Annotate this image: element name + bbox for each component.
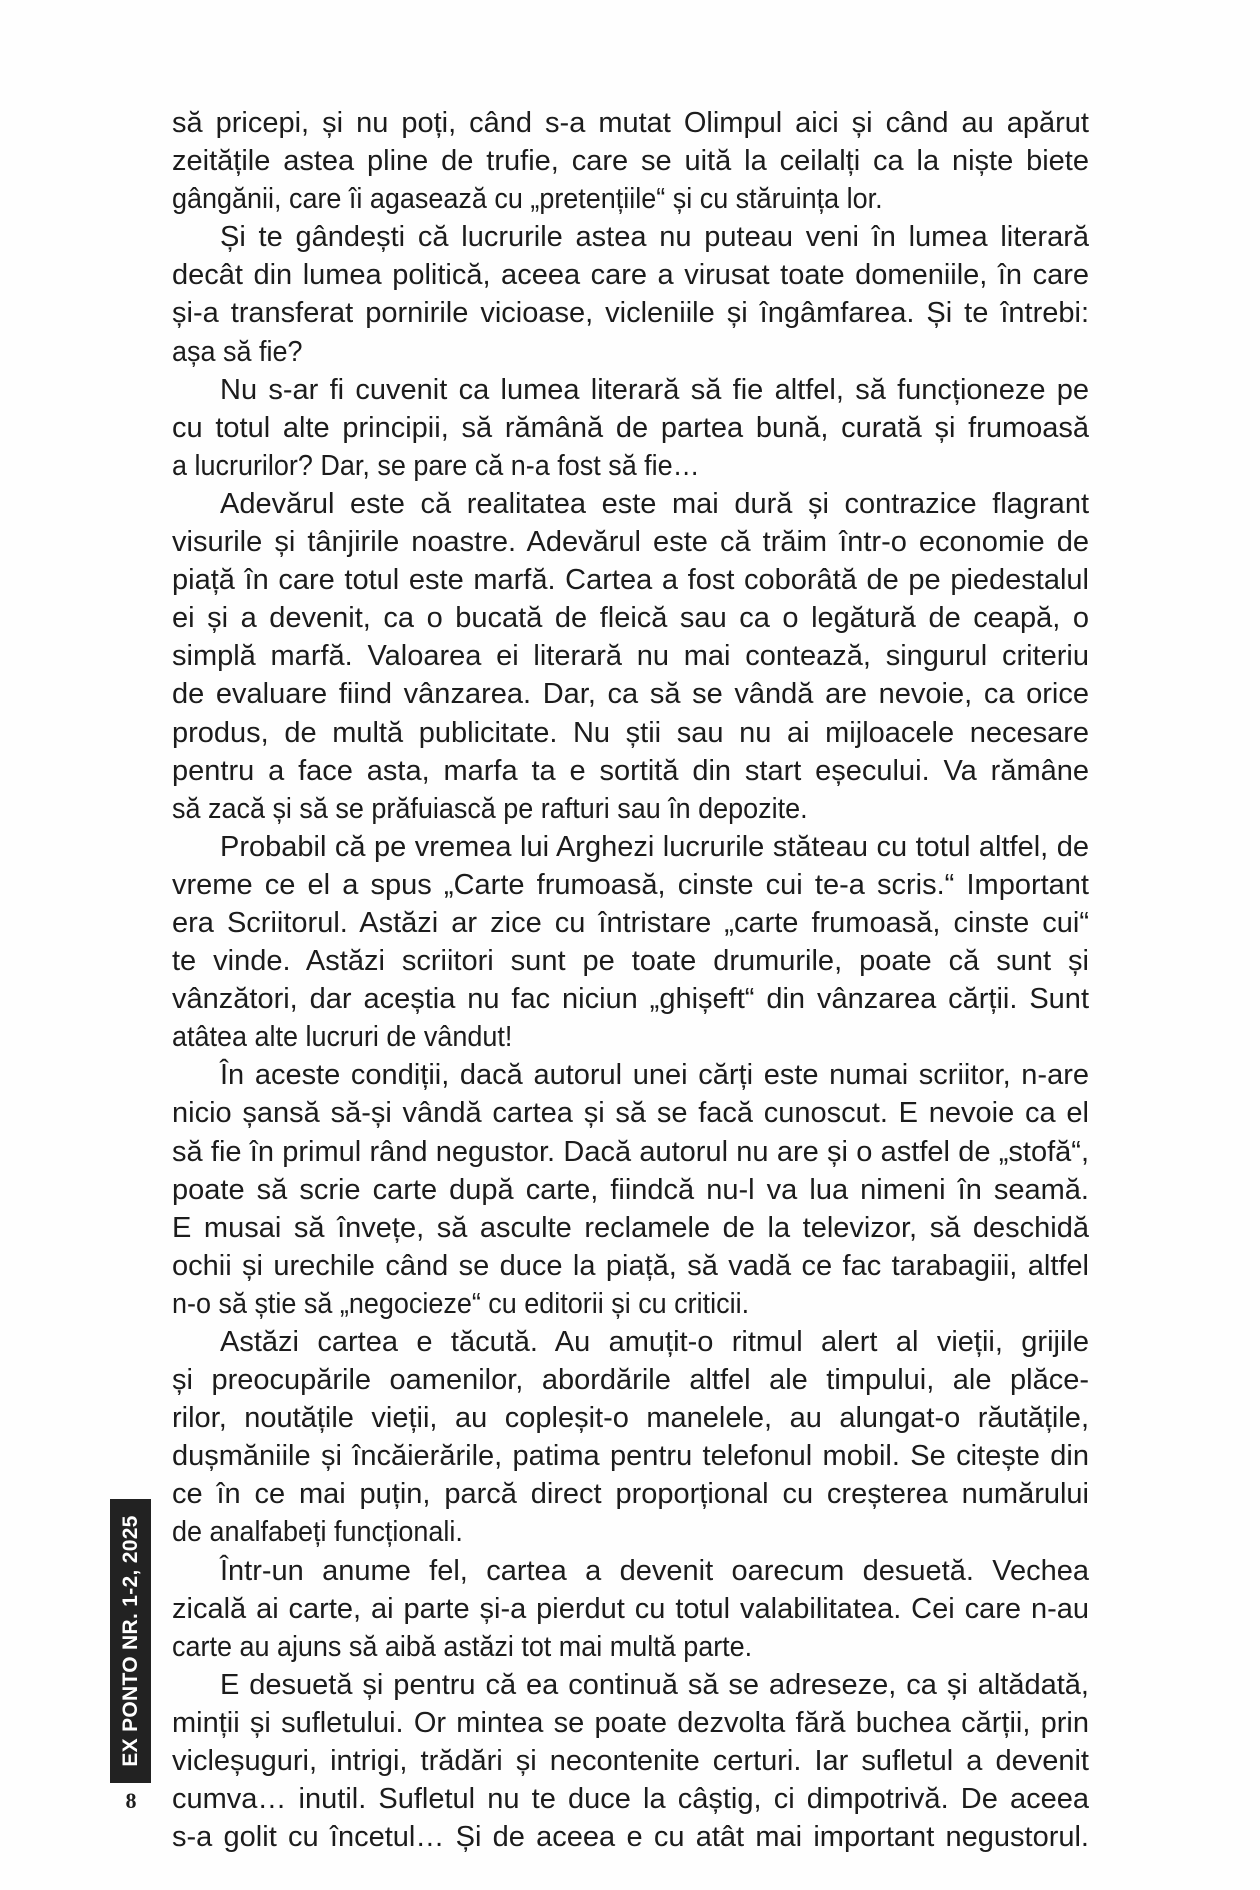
text-line bbox=[172, 1704, 1089, 1742]
text-line bbox=[172, 1590, 1089, 1628]
line-text: visurile și tânjirile noastre. Adevărul este că trăim într-o economie de bbox=[172, 526, 1089, 559]
line-text: nicio șansă să-și vândă cartea și să se facă cunoscut. E nevoie ca el bbox=[172, 1097, 1089, 1130]
text-line bbox=[172, 714, 1089, 752]
text-line bbox=[172, 866, 1089, 904]
line-text: E desuetă și pentru că ea continuă să se adreseze, ca și altădată, bbox=[220, 1668, 1089, 1701]
text-line bbox=[172, 294, 1089, 332]
text-line bbox=[172, 256, 1089, 294]
line-text: să fie în primul rând negustor. Dacă autorul nu are și o astfel de „stofă“, bbox=[172, 1135, 1089, 1168]
text-line bbox=[172, 1399, 1089, 1437]
line-text: pentru a face asta, marfa ta e sortită din start eșecului. Va rămâne bbox=[172, 754, 1089, 787]
paragraph-first-line bbox=[172, 1323, 1089, 1361]
line-text: să zacă și să se prăfuiască pe rafturi sau în depozite. bbox=[172, 792, 808, 825]
line-text: vreme ce el a spus „Carte frumoasă, cinste cui te-a scris.“ Important bbox=[172, 868, 1089, 901]
line-text: să pricepi, și nu poți, când s-a mutat Olimpul aici și când au apărut bbox=[172, 107, 1089, 139]
text-line bbox=[172, 1780, 1089, 1818]
journal-label: EX PONTO NR. 1-2, 2025 bbox=[118, 1515, 142, 1767]
text-line bbox=[172, 142, 1089, 180]
text-line bbox=[172, 1171, 1089, 1209]
text-line bbox=[172, 942, 1089, 980]
line-text: zeitățile astea pline de trufie, care se uită la ceilalți ca la niște biete bbox=[172, 145, 1089, 178]
line-text: Astăzi cartea e tăcută. Au amuțit-o ritmul alert al vieții, grijile bbox=[220, 1326, 1089, 1358]
line-text: simplă marfă. Valoarea ei literară nu mai contează, singurul criteriu bbox=[172, 640, 1089, 673]
line-text: Într-un anume fel, cartea a devenit oarecum desuetă. Vechea bbox=[220, 1554, 1089, 1587]
text-line bbox=[172, 1475, 1089, 1513]
text-line bbox=[172, 1285, 1089, 1323]
line-text: Și te gândești că lucrurile astea nu puteau veni în lumea literară bbox=[220, 221, 1089, 254]
line-text: carte au ajuns să aibă astăzi tot mai multă parte. bbox=[172, 1630, 753, 1663]
text-line bbox=[172, 1437, 1089, 1475]
text-line bbox=[172, 790, 1089, 828]
text-line bbox=[172, 637, 1089, 675]
line-text: te vinde. Astăzi scriitori sunt pe toate drumurile, poate că sunt și bbox=[172, 945, 1089, 978]
line-text: și-a transferat pornirile vicioase, vicleniile și îngâmfarea. Și te întrebi: bbox=[172, 297, 1089, 330]
line-text: produs, de multă publicitate. Nu știi sau nu ai mijloacele necesare bbox=[172, 716, 1089, 749]
paragraph-first-line bbox=[172, 1666, 1089, 1704]
paragraph-first-line bbox=[172, 485, 1089, 523]
paragraph-first-line bbox=[172, 218, 1089, 256]
text-line bbox=[172, 1513, 1089, 1551]
line-text: Probabil că pe vremea lui Arghezi lucrurile stăteau cu totul altfel, de bbox=[220, 830, 1089, 863]
text-line bbox=[172, 1818, 1089, 1856]
line-text: gângănii, care îi agasează cu „pretențiile“ și cu stăruința lor. bbox=[172, 183, 883, 216]
text-line bbox=[172, 409, 1089, 447]
line-text: n-o să știe să „negocieze“ cu editorii și cu criticii. bbox=[172, 1287, 750, 1320]
article-body bbox=[172, 104, 1089, 1856]
text-line bbox=[172, 599, 1089, 637]
text-line bbox=[172, 1361, 1089, 1399]
text-line bbox=[172, 980, 1089, 1018]
line-text: poate să scrie carte după carte, fiindcă nu-l va lua nimeni în seamă. bbox=[172, 1173, 1089, 1206]
line-text: minții și sufletului. Or mintea se poate dezvolta fără buchea cărții, prin bbox=[172, 1706, 1089, 1739]
text-line bbox=[172, 752, 1089, 790]
paragraph-first-line bbox=[172, 1056, 1089, 1094]
paragraph-first-line bbox=[172, 1552, 1089, 1590]
line-text: cumva… inutil. Sufletul nu te duce la câștig, ci dimpotrivă. De aceea bbox=[172, 1783, 1089, 1816]
text-line bbox=[172, 104, 1089, 142]
text-line bbox=[172, 1628, 1089, 1666]
text-line bbox=[172, 333, 1089, 371]
paragraph-first-line bbox=[172, 371, 1089, 409]
line-text: ei și a devenit, ca o bucată de fleică sau ca o legătură de ceapă, o bbox=[172, 602, 1089, 635]
line-text: Nu s-ar fi cuvenit ca lumea literară să fie altfel, să funcționeze pe bbox=[220, 373, 1089, 406]
line-text: piață în care totul este marfă. Cartea a fost coborâtă de pe piedestalul bbox=[172, 564, 1089, 597]
text-line bbox=[172, 1018, 1089, 1056]
line-text: era Scriitorul. Astăzi ar zice cu întristare „carte frumoasă, cinste cui“ bbox=[172, 906, 1089, 939]
text-line bbox=[172, 561, 1089, 599]
page-number: 8 bbox=[125, 1788, 137, 1813]
line-text: așa să fie? bbox=[172, 335, 303, 368]
text-line bbox=[172, 180, 1089, 218]
line-text: de evaluare fiind vânzarea. Dar, ca să se vândă are nevoie, ca orice bbox=[172, 678, 1089, 711]
line-text: Adevărul este că realitatea este mai dură și contrazice flagrant bbox=[220, 487, 1089, 520]
text-line bbox=[172, 1209, 1089, 1247]
line-text: vicleșuguri, intrigi, trădări și necontenite certuri. Iar sufletul a devenit bbox=[172, 1745, 1089, 1778]
journal-side-band bbox=[110, 1499, 151, 1783]
line-text: de analfabeți funcționali. bbox=[172, 1516, 463, 1549]
text-line bbox=[172, 1247, 1089, 1285]
text-line bbox=[172, 904, 1089, 942]
text-line bbox=[172, 523, 1089, 561]
paragraph-first-line bbox=[172, 828, 1089, 866]
text-line bbox=[172, 1742, 1089, 1780]
line-text: zicală ai carte, ai parte și-a pierdut cu totul valabilitatea. Cei care n-au bbox=[172, 1592, 1089, 1625]
line-text: ochii și urechile când se duce la piață, să vadă ce fac tarabagiii, altfel bbox=[172, 1249, 1089, 1282]
text-line bbox=[172, 1133, 1089, 1171]
line-text: E musai să învețe, să asculte reclamele de la televizor, să deschidă bbox=[172, 1211, 1089, 1244]
line-text: În aceste condiții, dacă autorul unei cărți este numai scriitor, n-are bbox=[220, 1059, 1089, 1092]
text-line bbox=[172, 675, 1089, 713]
line-text: atâtea alte lucruri de vândut! bbox=[172, 1021, 513, 1054]
line-text: rilor, noutățile vieții, au copleșit-o manelele, au alungat-o răutățile, bbox=[172, 1402, 1089, 1435]
line-text: a lucrurilor? Dar, se pare că n-a fost să fie… bbox=[172, 449, 700, 482]
line-text: decât din lumea politică, aceea care a virusat toate domeniile, în care bbox=[172, 259, 1089, 292]
line-text: ce în ce mai puțin, parcă direct proporțional cu creșterea numărului bbox=[172, 1478, 1089, 1511]
text-line bbox=[172, 447, 1089, 485]
line-text: cu totul alte principii, să rămână de partea bună, curată și frumoasă bbox=[172, 411, 1089, 444]
line-text: și preocupările oamenilor, abordările altfel ale timpului, ale plăce- bbox=[172, 1364, 1089, 1397]
line-text: dușmăniile și încăierările, patima pentru telefonul mobil. Se citește din bbox=[172, 1440, 1089, 1473]
line-text: vânzători, dar aceștia nu fac niciun „ghișeft“ din vânzarea cărții. Sunt bbox=[172, 983, 1089, 1016]
line-text: s-a golit cu încetul… Și de aceea e cu atât mai important negustorul. bbox=[172, 1821, 1089, 1854]
text-line bbox=[172, 1094, 1089, 1132]
